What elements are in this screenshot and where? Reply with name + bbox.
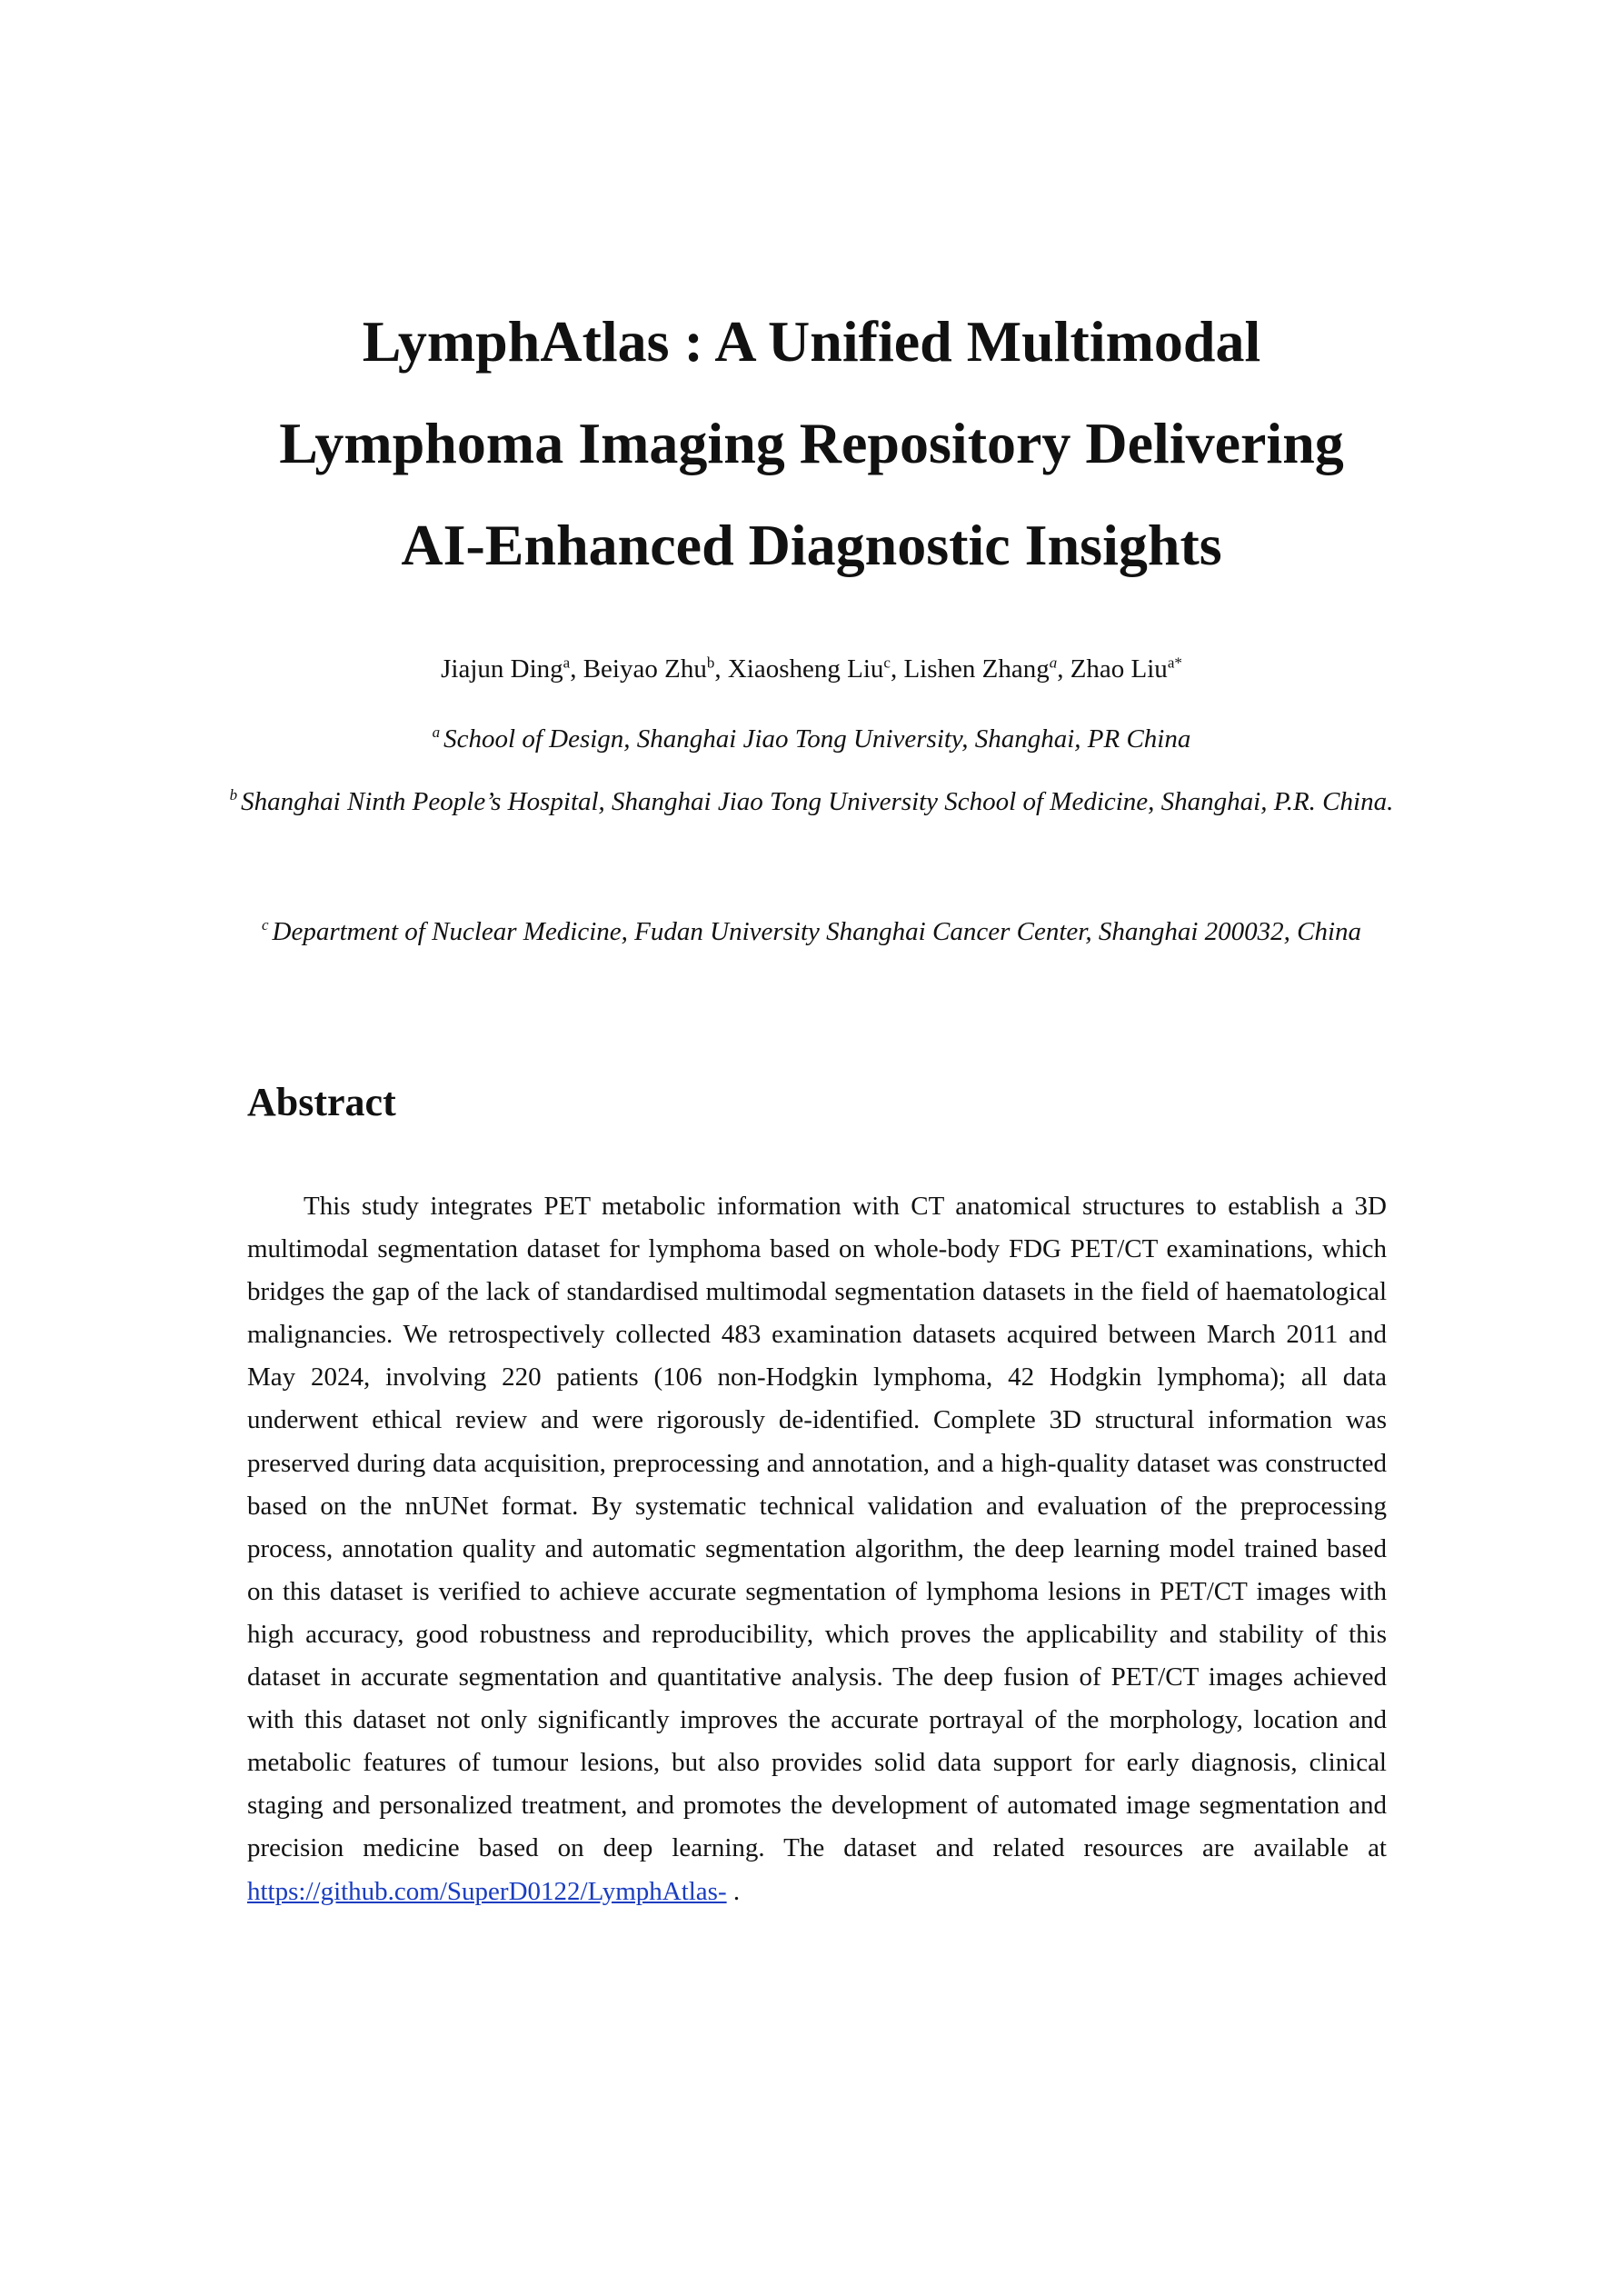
abstract-heading: Abstract	[247, 1080, 396, 1124]
affiliation-mark: c	[261, 916, 269, 934]
title-line-2: Lymphoma Imaging Repository Delivering	[279, 411, 1344, 475]
affiliation-mark: b	[229, 786, 238, 804]
paper-title	[182, 291, 1441, 596]
affiliation-text: Department of Nuclear Medicine, Fudan University Shanghai Cancer Center, Shanghai 200032, China	[272, 917, 1362, 946]
title-line-3: AI-Enhanced Diagnostic Insights	[401, 513, 1222, 577]
author-affil-mark: b	[706, 654, 715, 672]
title-line-1: LymphAtlas : A Unified Multimodal	[362, 309, 1261, 374]
affiliation-c	[218, 900, 1405, 963]
author-list	[182, 651, 1441, 687]
affiliation-b	[218, 770, 1405, 834]
author-affil-mark: c	[883, 654, 891, 672]
author-affil-mark: a	[1049, 654, 1058, 672]
affiliation-mark: a	[432, 724, 441, 742]
abstract-trailing: .	[726, 1876, 741, 1906]
author: Zhao Liu$^{a*}$	[1070, 654, 1182, 684]
author: Jiajun Ding$^a$,	[441, 654, 583, 684]
author: Lishen Zhang$^a$,	[903, 654, 1070, 684]
dataset-link[interactable]: https://github.com/SuperD0122/LymphAtlas-	[247, 1876, 727, 1906]
affiliation-text: Shanghai Ninth People’s Hospital, Shanghai Jiao Tong University School of Medicine, Shanghai, P.R. China.	[241, 787, 1394, 816]
affiliation-a	[218, 707, 1405, 771]
abstract-body	[247, 1185, 1387, 1913]
affiliation-text: School of Design, Shanghai Jiao Tong University, Shanghai, PR China	[443, 724, 1191, 754]
author-affil-mark: a	[563, 654, 571, 672]
abstract-text: This study integrates PET metabolic information with CT anatomical structures to establish a 3D multimodal segmentation dataset for lymphoma based on whole-body FDG PET/CT examinations, which bridges the gap of the lack of standardised multimodal segmentation datasets in the field of haematological malignancies. We retrospectively collected 483 examination datasets acquired between March 2011 and May 2024, involving 220 patients (106 non-Hodgkin lymphoma, 42 Hodgkin lymphoma); all data underwent ethical review and were rigorously de-identified. Complete 3D structural information was preserved during data acquisition, preprocessing and annotation, and a high-quality dataset was constructed based on the nnUNet format. By systematic technical validation and evaluation of the preprocessing process, annotation quality and automatic segmentation algorithm, the deep learning model trained based on this dataset is verified to achieve accurate segmentation of lymphoma lesions in PET/CT images with high accuracy, good robustness and reproducibility, which proves the applicability and stability of this dataset in accurate segmentation and quantitative analysis. The deep fusion of PET/CT images achieved with this dataset not only significantly improves the accurate portrayal of the morphology, location and metabolic features of tumour lesions, but also provides solid data support for early diagnosis, clinical staging and personalized treatment, and promotes the development of automated image segmentation and precision medicine based on deep learning. The dataset and related resources are available at	[247, 1192, 1387, 1863]
author: Beiyao Zhu$^b$,	[582, 654, 728, 684]
author-affil-mark: a*	[1167, 654, 1182, 672]
author: Xiaosheng Liu$^c$,	[727, 654, 904, 684]
